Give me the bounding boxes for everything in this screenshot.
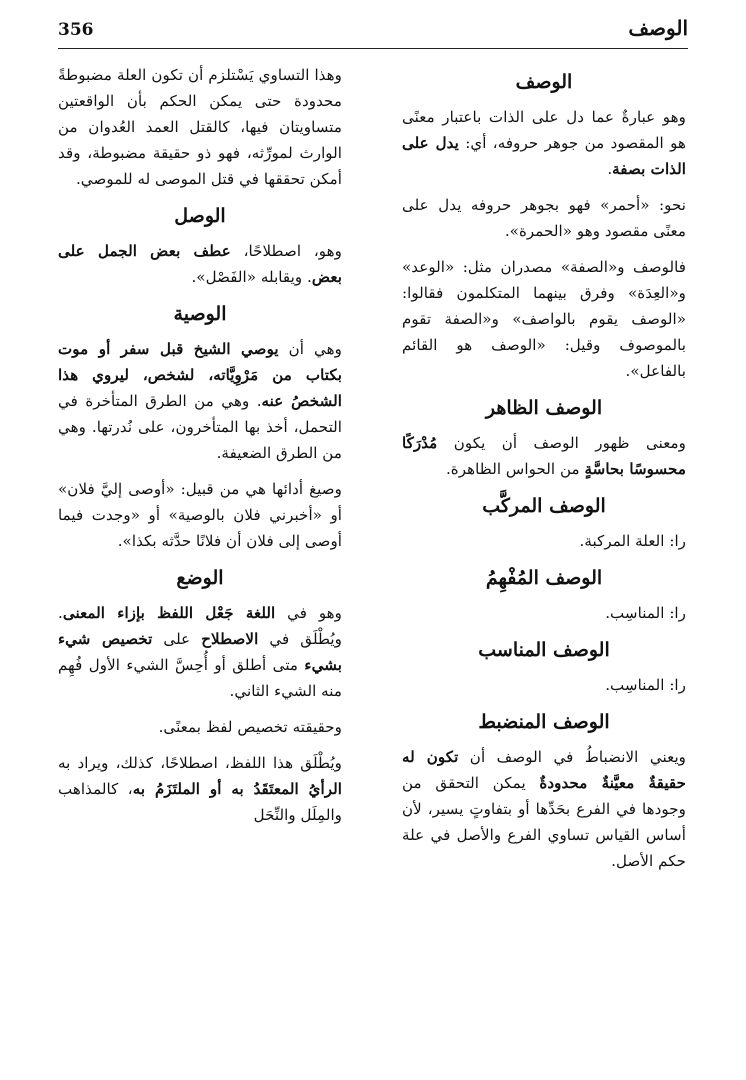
term-text: تكون له حقيقةٌ معيَّنةٌ محدودةٌ: [402, 748, 687, 792]
body-text: .: [607, 160, 613, 178]
entry-paragraph: [402, 104, 686, 182]
page-header: [58, 14, 688, 49]
term-text: تخصيص شيء بشيء: [58, 630, 342, 674]
body-text: ومعنى ظهور الوصف أن يكون: [437, 434, 686, 452]
entry-paragraph: فالوصف و«الصفة» مصدران مثل: «الوعد» و«العِدَة» وفرق بينهما المتكلمون فقالوا: «الوصف يقوم بالواصف» و«الصفة تقوم بالموصوف وقيل: «الوصف هو القائم بالفاعل».: [402, 258, 686, 380]
entry-paragraph: [58, 238, 342, 290]
body-text: ، كالمذاهب والمِلَل والنِّحَل: [58, 780, 342, 824]
running-head: الوصف: [628, 16, 688, 40]
entry-title: الوصف المناسب: [478, 639, 610, 661]
entry-title: الوصل: [174, 205, 226, 227]
entry-paragraph: [402, 430, 686, 482]
entry-wasf-mufhim: [402, 564, 686, 626]
body-text: يمكن التحقق من وجودها في الفرع بحَدِّها أو بتفاوتٍ يسير، لأن أساس القياس تساوي الفرع والأصل في علة حكم الأصل.: [402, 774, 686, 870]
cross-reference: را: العلة المركبة.: [579, 532, 686, 550]
page-number: 356: [58, 20, 94, 40]
left-column: [58, 62, 342, 838]
cross-reference: را: المناسِب.: [605, 604, 686, 622]
entry-wasf-zahir: [402, 394, 686, 482]
continued-paragraph: وهذا التساوي يَسْتلزم أن تكون العلة مضبوطةً محدودة حتى يمكن الحكم بأن الواقعتين متساويتان فيها، كالقتل العمد العُدوان من الوارث لمورِّثه، فهو ذو حقيقة مضبوطة، وقد أمكن تحققها في قتل الموصى له للموصي.: [58, 66, 342, 188]
term-text: يدل على الذات بصفة: [402, 134, 686, 178]
entry-paragraph: [402, 744, 686, 874]
entry-wasf-murakkab: [402, 492, 686, 554]
body-text: . ويقابله «الفَصْل».: [191, 268, 312, 286]
entry-wasiyya: [58, 300, 342, 554]
term-text: مُدْرَكًا محسوسًا بحاسَّةٍ: [402, 434, 686, 478]
body-text: . وهي من الطرق المتأخرة في التحمل، أخذ بها المتأخرون، على نُدرتها. وهي من الطرق الضعيفة.: [58, 392, 342, 462]
body-text: على: [152, 630, 202, 648]
entry-wasf: [402, 68, 686, 384]
term-text: الرأيُ المعتَقَدُ به أو الملتَزَمُ به: [132, 780, 343, 798]
entry-title: الوصف المركَّب: [482, 495, 606, 517]
entry-paragraph: وحقيقته تخصيص لفظ بمعنًى.: [158, 718, 342, 736]
body-text: ويُطْلَق هذا اللفظ، اصطلاحًا، كذلك، ويراد به: [58, 754, 342, 772]
entry-title: الوصف المنضبط: [478, 711, 610, 733]
entry-paragraph: [58, 750, 342, 828]
entry-title: الوصف الظاهر: [485, 397, 603, 419]
body-text: وهو في: [275, 604, 343, 622]
term-text: يوصي الشيخ قبل سفر أو موت بكتاب من مَرْوِيَّاته، لشخص، ليروي هذا الشخصُ عنه: [58, 340, 342, 410]
body-text: وهو عبارةٌ عما دل على الذات باعتبار معنًى هو المقصود من جوهر حروفه، أي:: [402, 108, 686, 152]
entry-paragraph: [58, 336, 342, 466]
term-text: الاصطلاح: [201, 630, 259, 648]
entry-wasl: [58, 202, 342, 290]
right-column: [402, 62, 686, 884]
body-text: من الحواس الظاهرة.: [445, 460, 585, 478]
entry-title: الوضع: [176, 567, 224, 589]
entry-paragraph: نحو: «أحمر» فهو بجوهر حروفه يدل على معنًى مقصود وهو «الحمرة».: [402, 196, 686, 240]
entry-wasf-mundabit: [402, 708, 686, 874]
entry-wad: [58, 564, 342, 828]
cross-reference: را: المناسِب.: [605, 676, 686, 694]
entry-paragraph: [58, 600, 342, 704]
body-text: متى أطلق أو أُحِسَّ الشيء الأول فُهِم منه الشيء الثاني.: [58, 656, 342, 700]
term-text: اللغة جَعْل اللفظ بإزاء المعنى: [62, 604, 276, 622]
body-text: ويعني الانضباطُ في الوصف أن: [458, 748, 687, 766]
entry-title: الوصية: [173, 303, 227, 325]
body-text: . ويُطْلَق في: [58, 604, 342, 648]
body-text: وهو، اصطلاحًا،: [230, 242, 342, 260]
entry-title: الوصف: [515, 71, 573, 93]
entry-title: الوصف المُفْهِمُ: [485, 567, 603, 589]
body-text: وهي أن: [278, 340, 343, 358]
entry-wasf-munasib: [402, 636, 686, 698]
entry-paragraph: وصيغ أدائها هي من قبيل: «أوصى إليَّ فلان» أو «أخبرني فلان بالوصية» أو «وجدت فيما أوصى إلى فلان أن فلانًا حدَّثه بكذا».: [58, 480, 342, 550]
term-text: عطف بعض الجمل على بعض: [58, 242, 342, 286]
